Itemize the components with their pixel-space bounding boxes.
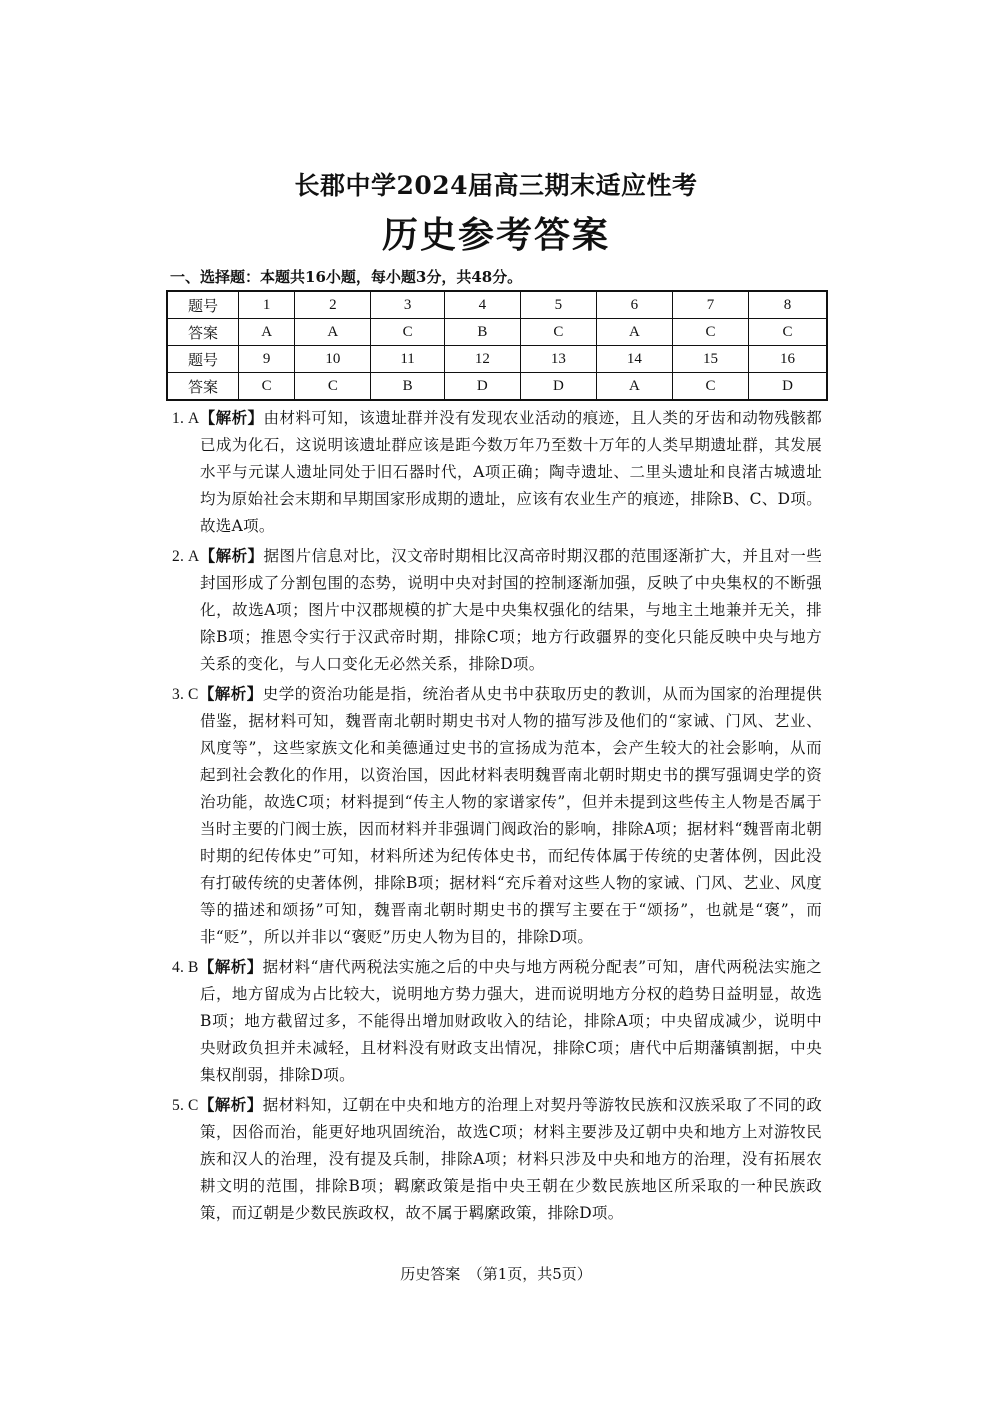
- table-cell: 3: [371, 291, 444, 319]
- table-cell: D: [748, 373, 827, 401]
- explanation-letter: C: [188, 686, 199, 703]
- table-cell: 6: [596, 291, 672, 319]
- explanation-text: 据材料“唐代两税法实施之后的中央与地方两税分配表”可知，唐代两税法实施之后，地方留成为占比较大，说明地方势力强大，进而说明地方分权的趋势日益明显，故选B项；地方截留过多，不能得出增加财政收入的结论，排除A项；中央留成减少，说明中央财政负担并未减轻，且材料没有财政支出情况，排除C项；唐代中后期藩镇割据，中央集权削弱，排除D项。: [200, 958, 822, 1084]
- table-cell: A: [239, 319, 295, 346]
- table-cell: D: [444, 373, 520, 401]
- table-cell: B: [371, 373, 444, 401]
- table-cell: B: [444, 319, 520, 346]
- explanation-text: 据材料知，辽朝在中央和地方的治理上对契丹等游牧民族和汉族采取了不同的政策，因俗而治，能更好地巩固统治，故选C项；材料主要涉及辽朝中央和地方上对游牧民族和汉人的治理，没有提及兵制，排除A项；材料只涉及中央和地方的治理，没有拓展农耕文明的范围，排除B项；羁縻政策是指中央王朝在少数民族地区所采取的一种民族政策，而辽朝是少数民族政权，故不属于羁縻政策，排除D项。: [200, 1096, 822, 1222]
- table-cell: 5: [520, 291, 596, 319]
- explanations: [172, 404, 822, 1229]
- table-row: [167, 291, 827, 319]
- explanation-tag: 【解析】: [198, 957, 263, 976]
- table-cell: C: [748, 319, 827, 346]
- table-cell: C: [239, 373, 295, 401]
- explanation-item: [172, 1091, 822, 1227]
- page-footer: 历史答案 （第1页，共5页）: [400, 1265, 592, 1283]
- explanation-tag: 【解析】: [198, 1095, 263, 1114]
- explanation-letter: C: [188, 1097, 199, 1114]
- explanation-text: 据图片信息对比，汉文帝时期相比汉高帝时期汉郡的范围逐渐扩大，并且对一些封国形成了分割包围的态势，说明中央对封国的控制逐渐加强，反映了中央集权的不断强化，故选A项；图片中汉郡规模的扩大是中央集权强化的结果，与地主土地兼并无关，排除B项；推恩令实行于汉武帝时期，排除C项；地方行政疆界的变化只能反映中央与地方关系的变化，与人口变化无必然关系，排除D项。: [200, 547, 822, 673]
- table-cell: C: [672, 319, 748, 346]
- table-cell: 14: [596, 346, 672, 373]
- table-cell: 4: [444, 291, 520, 319]
- explanation-letter: A: [188, 410, 200, 427]
- table-cell: 1: [239, 291, 295, 319]
- table-cell: C: [371, 319, 444, 346]
- row-label: 题号: [167, 291, 239, 319]
- row-label: 答案: [167, 373, 239, 401]
- table-cell: 8: [748, 291, 827, 319]
- table-cell: 2: [295, 291, 371, 319]
- table-row: [167, 346, 827, 373]
- exam-title: 长郡中学2024届高三期末适应性考: [294, 171, 698, 200]
- table-cell: 7: [672, 291, 748, 319]
- explanation-letter: B: [188, 959, 199, 976]
- row-label: 答案: [167, 319, 239, 346]
- table-cell: A: [295, 319, 371, 346]
- table-cell: 12: [444, 346, 520, 373]
- explanation-text: 由材料可知，该遗址群并没有发现农业活动的痕迹，且人类的牙齿和动物残骸都已成为化石，这说明该遗址群应该是距今数万年乃至数十万年的人类早期遗址群，其发展水平与元谋人遗址同处于旧石器时代，A项正确；陶寺遗址、二里头遗址和良渚古城遗址均为原始社会末期和早期国家形成期的遗址，应该有农业生产的痕迹，排除B、C、D项。故选A项。: [200, 409, 822, 535]
- explanation-tag: 【解析】: [199, 546, 264, 565]
- table-cell: C: [520, 319, 596, 346]
- explanation-num: 5.: [172, 1097, 185, 1114]
- explanation-item: [172, 680, 822, 951]
- table-row: [167, 319, 827, 346]
- table-cell: A: [596, 319, 672, 346]
- explanation-tag: 【解析】: [198, 684, 263, 703]
- explanation-tag: 【解析】: [199, 408, 264, 427]
- explanation-num: 2.: [172, 548, 185, 565]
- explanation-num: 3.: [172, 686, 185, 703]
- table-cell: 11: [371, 346, 444, 373]
- table-cell: D: [520, 373, 596, 401]
- section-heading: 一、选择题：本题共16小题，每小题3分，共48分。: [170, 268, 523, 286]
- row-label: 题号: [167, 346, 239, 373]
- explanation-num: 4.: [172, 959, 185, 976]
- explanation-num: 1.: [172, 410, 185, 427]
- table-cell: 15: [672, 346, 748, 373]
- explanation-item: [172, 404, 822, 540]
- table-row: [167, 373, 827, 401]
- document-title: 历史参考答案: [381, 214, 610, 256]
- explanation-item: [172, 953, 822, 1089]
- table-cell: C: [672, 373, 748, 401]
- table-cell: 16: [748, 346, 827, 373]
- answer-table: [166, 290, 828, 401]
- table-cell: 9: [239, 346, 295, 373]
- explanation-text: 史学的资治功能是指，统治者从史书中获取历史的教训，从而为国家的治理提供借鉴，据材料可知，魏晋南北朝时期史书对人物的描写涉及他们的“家诫、门风、艺业、风度等”，这些家族文化和美德通过史书的宣扬成为范本，会产生较大的社会影响，从而起到社会教化的作用，以资治国，因此材料表明魏晋南北朝时期史书的撰写强调史学的资治功能，故选C项；材料提到“传主人物的家谱家传”，但并未提到这些传主人物是否属于当时主要的门阀士族，因而材料并非强调门阀政治的影响，排除A项；据材料“魏晋南北朝时期的纪传体史”可知，材料所述为纪传体史书，而纪传体属于传统的史著体例，因此没有打破传统的史著体例，排除B项；据材料“充斥着对这些人物的家诫、门风、艺业、风度等的描述和颂扬”可知，魏晋南北朝时期史书的撰写主要在于“颂扬”，也就是“褒”，而非“贬”，所以并非以“褒贬”历史人物为目的，排除D项。: [200, 685, 822, 946]
- table-cell: 13: [520, 346, 596, 373]
- explanation-letter: A: [188, 548, 200, 565]
- explanation-item: [172, 542, 822, 678]
- table-cell: C: [295, 373, 371, 401]
- table-cell: A: [596, 373, 672, 401]
- table-cell: 10: [295, 346, 371, 373]
